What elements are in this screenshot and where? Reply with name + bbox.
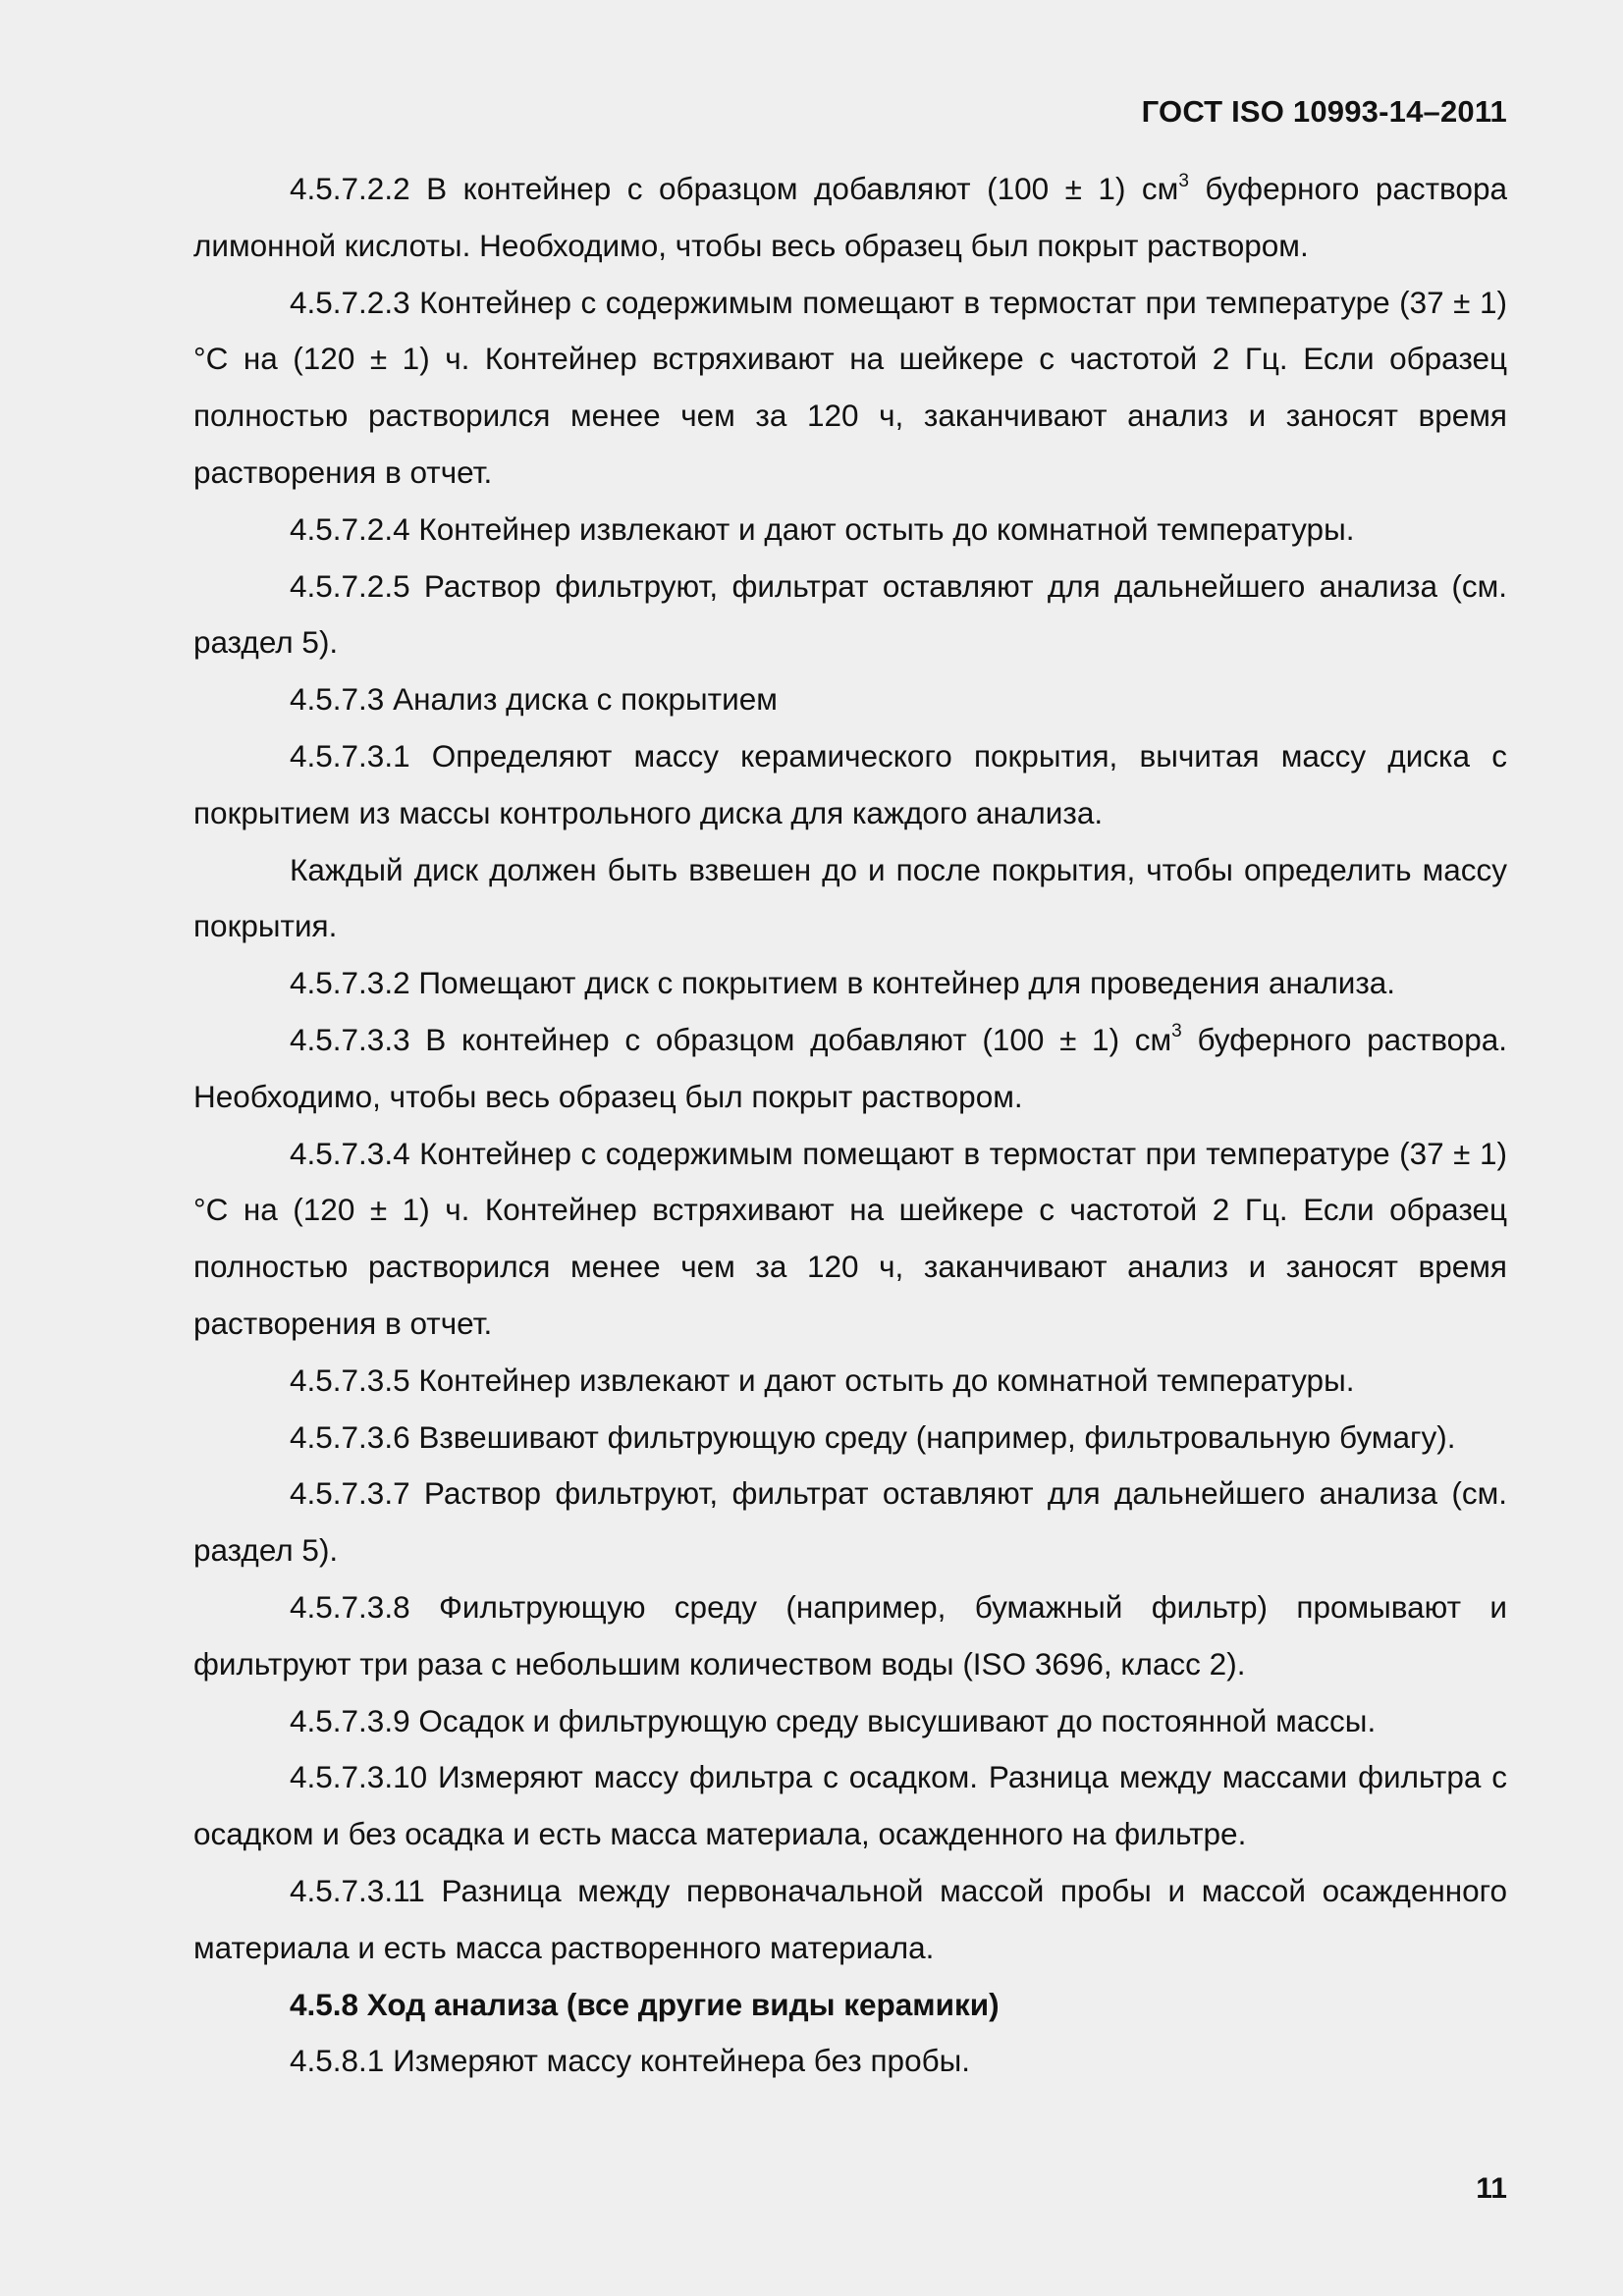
paragraph-4-5-7-3-4: 4.5.7.3.4 Контейнер с содержимым помещают в термостат при температуре (37 ± 1) °С на (120 ± 1) ч. Контейнер встряхивают на шейкере с частотой 2 Гц. Если образец полностью растворился менее чем за 120 ч, заканчивают анализ и заносят время растворения в отчет.: [193, 1135, 1507, 1341]
paragraph-4-5-7-2-2: [193, 161, 1507, 275]
paragraph-4-5-7-3-10: 4.5.7.3.10 Измеряют массу фильтра с осадком. Разница между массами фильтра с осадком и без осадка и есть масса материала, осажденного на фильтре.: [193, 1759, 1507, 1852]
document-header-code: ГОСТ ISO 10993-14–2011: [1141, 94, 1507, 129]
paragraph-4-5-8-1: 4.5.8.1 Измеряют массу контейнера без пробы.: [290, 2043, 971, 2079]
paragraph-4-5-7-3-9: 4.5.7.3.9 Осадок и фильтрующую среду высушивают до постоянной массы.: [290, 1702, 1377, 1738]
paragraph-4-5-7-3-3: [193, 1012, 1507, 1126]
paragraph-text-before: 4.5.7.3.3 В контейнер с образцом добавляют (100 ± 1) см: [290, 1021, 1172, 1057]
paragraph-text-before: 4.5.7.2.2 В контейнер с образцом добавляют (100 ± 1) см: [290, 171, 1179, 206]
paragraph-disk-weighing: Каждый диск должен быть взвешен до и после покрытия, чтобы определить массу покрытия.: [193, 851, 1507, 944]
paragraph-4-5-7-3-8: 4.5.7.3.8 Фильтрующую среду (например, бумажный фильтр) промывают и фильтруют три раза с небольшим количеством воды (ISO 3696, класс 2).: [193, 1588, 1507, 1682]
paragraph-4-5-7-3-5: 4.5.7.3.5 Контейнер извлекают и дают остыть до комнатной температуры.: [290, 1362, 1355, 1398]
superscript-three: 3: [1171, 1021, 1182, 1042]
paragraph-4-5-7-3-1: 4.5.7.3.1 Определяют массу керамического покрытия, вычитая массу диска с покрытием из массы контрольного диска для каждого анализа.: [193, 737, 1507, 830]
page-number: 11: [1476, 2172, 1507, 2205]
paragraph-4-5-7-3: 4.5.7.3 Анализ диска с покрытием: [290, 681, 778, 718]
paragraph-4-5-7-2-4: 4.5.7.2.4 Контейнер извлекают и дают остыть до комнатной температуры.: [290, 510, 1355, 547]
section-heading-4-5-8: 4.5.8 Ход анализа (все другие виды керамики): [290, 1986, 1000, 2022]
superscript-three: 3: [1178, 170, 1189, 191]
paragraph-4-5-7-3-2: 4.5.7.3.2 Помещают диск с покрытием в контейнер для проведения анализа.: [290, 965, 1396, 1001]
paragraph-4-5-7-3-7: 4.5.7.3.7 Раствор фильтруют, фильтрат оставляют для дальнейшего анализа (см. раздел 5).: [193, 1475, 1507, 1569]
paragraph-4-5-7-2-3: 4.5.7.2.3 Контейнер с содержимым помещают в термостат при температуре (37 ± 1) °С на (120 ± 1) ч. Контейнер встряхивают на шейкере с частотой 2 Гц. Если образец полностью растворился менее чем за 120 ч, заканчивают анализ и заносят время растворения в отчет.: [193, 284, 1507, 490]
paragraph-4-5-7-2-5: 4.5.7.2.5 Раствор фильтруют, фильтрат оставляют для дальнейшего анализа (см. раздел 5).: [193, 567, 1507, 661]
document-body: [193, 161, 1507, 2090]
paragraph-4-5-7-3-6: 4.5.7.3.6 Взвешивают фильтрующую среду (например, фильтровальную бумагу).: [290, 1418, 1456, 1455]
paragraph-text-after: буферного раствора. Необходимо, чтобы весь образец был покрыт раствором.: [193, 1021, 1507, 1114]
paragraph-text-after: буферного раствора лимонной кислоты. Необходимо, чтобы весь образец был покрыт раствором.: [193, 171, 1507, 263]
paragraph-4-5-7-3-11: 4.5.7.3.11 Разница между первоначальной массой пробы и массой осажденного материала и есть масса растворенного материала.: [193, 1872, 1507, 1965]
